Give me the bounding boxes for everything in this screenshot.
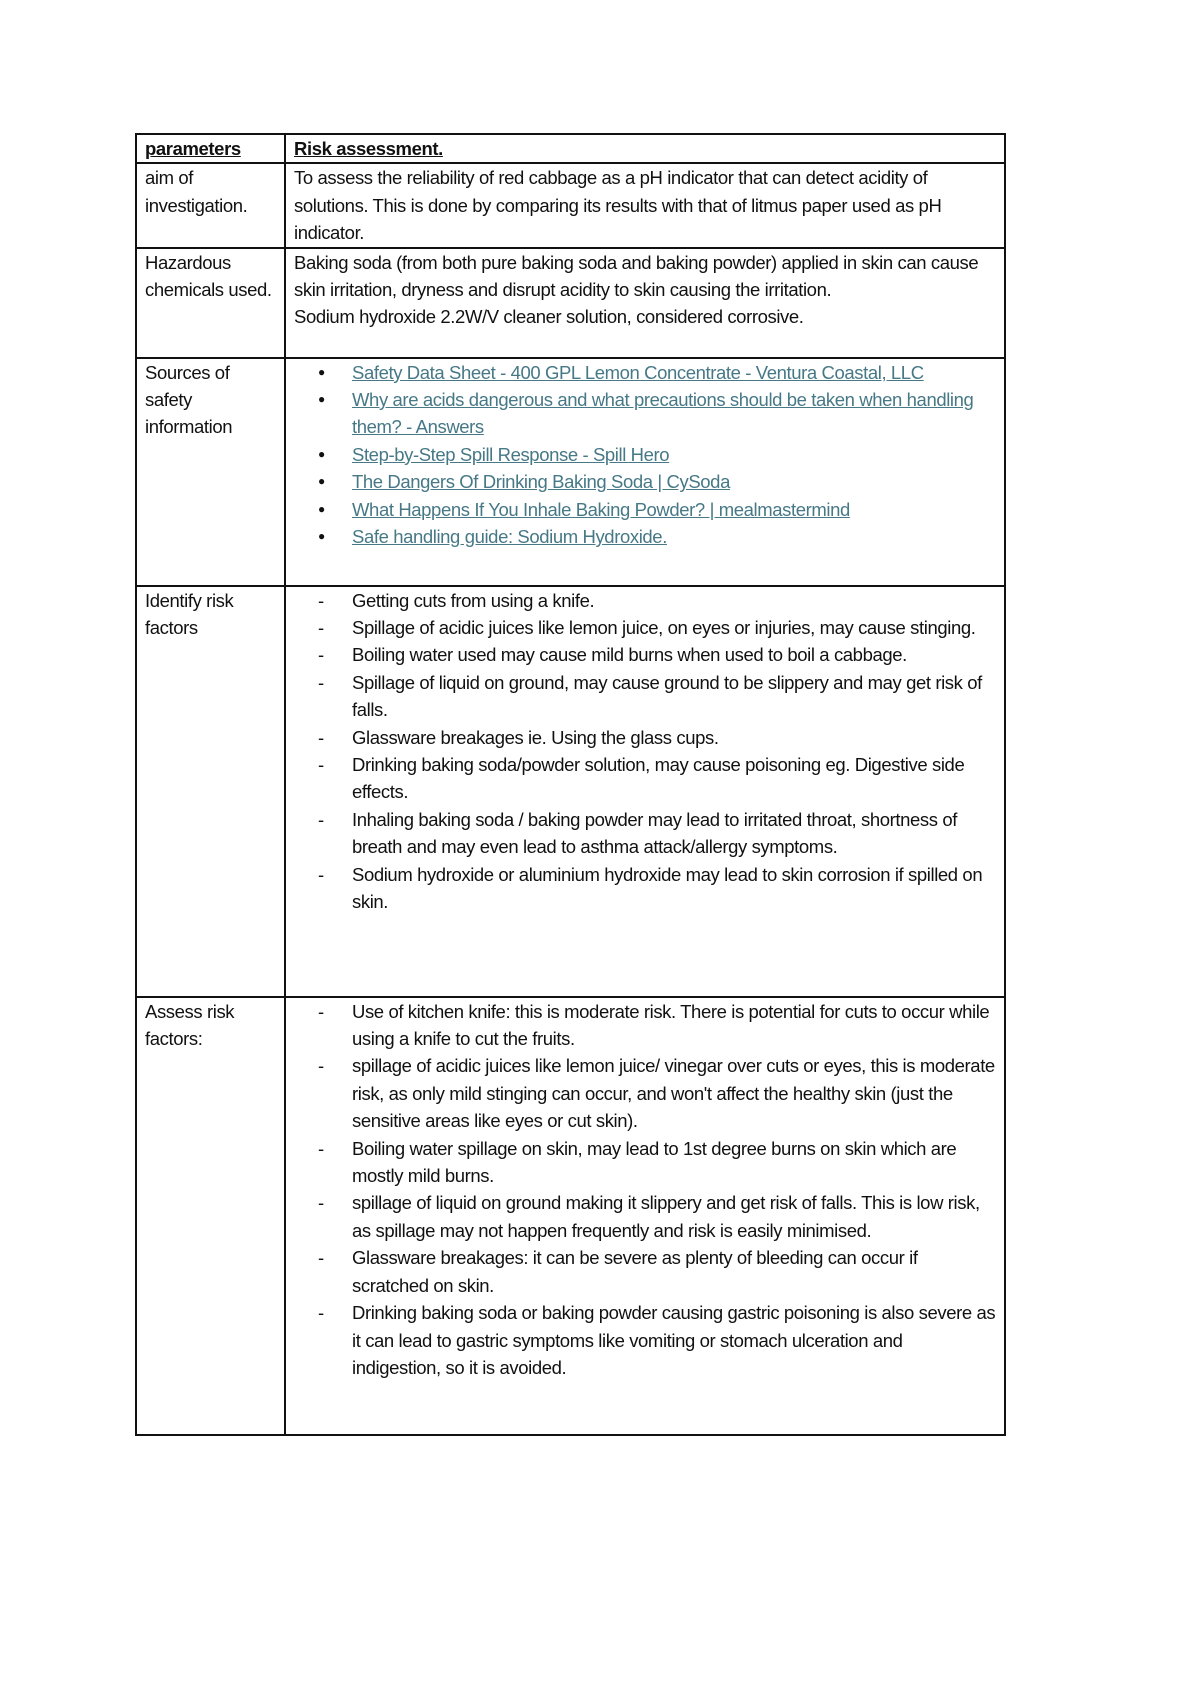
row-content: To assess the reliability of red cabbage as a pH indicator that can detect acidity of solutions. This is done by comparing its results with that of litmus paper used as pH indicator. (285, 163, 1005, 247)
list-item: - Getting cuts from using a knife. (352, 587, 996, 614)
list-item: - spillage of acidic juices like lemon juice/ vinegar over cuts or eyes, this is moderate risk, as only mild stinging can occur, and won't affect the healthy skin (just the sensitive areas like eyes or cut skin). (352, 1052, 996, 1134)
sources-list (294, 359, 996, 551)
row-content (285, 586, 1005, 997)
row-hazardous (136, 248, 1005, 358)
risk-assessment-table (135, 133, 1006, 1436)
list-item: - Spillage of acidic juices like lemon juice, on eyes or injuries, may cause stinging. (352, 614, 996, 641)
source-link[interactable]: Safe handling guide: Sodium Hydroxide. (352, 526, 667, 548)
assess-list (294, 998, 996, 1382)
hazard-text: Baking soda (from both pure baking soda and baking powder) applied in skin can cause skin irritation, dryness and disrupt acidity to skin causing the irritation. (294, 251, 979, 301)
source-link[interactable]: Why are acids dangerous and what precautions should be taken when handling them? - Answers (352, 389, 974, 438)
source-link[interactable]: Step-by-Step Spill Response - Spill Hero (352, 443, 670, 465)
list-item (352, 496, 996, 523)
row-aim (136, 163, 1005, 247)
list-item: - Inhaling baking soda / baking powder may lead to irritated throat, shortness of breath and may even lead to asthma attack/allergy symptoms. (352, 806, 996, 861)
row-label: aim of investigation. (136, 163, 285, 247)
row-sources (136, 358, 1005, 586)
list-item (352, 359, 996, 386)
row-label: Hazardous chemicals used. (136, 248, 285, 358)
list-item: - Drinking baking soda/powder solution, may cause poisoning eg. Digestive side effects. (352, 751, 996, 806)
list-item (352, 468, 996, 495)
row-content (285, 248, 1005, 358)
list-item (352, 441, 996, 468)
row-identify (136, 586, 1005, 997)
list-item: - Boiling water spillage on skin, may lead to 1st degree burns on skin which are mostly mild burns. (352, 1135, 996, 1190)
source-link[interactable]: The Dangers Of Drinking Baking Soda | CySoda (352, 471, 730, 493)
list-item: - Glassware breakages: it can be severe as plenty of bleeding can occur if scratched on skin. (352, 1244, 996, 1299)
list-item (352, 386, 996, 441)
list-item: - Drinking baking soda or baking powder causing gastric poisoning is also severe as it can lead to gastric symptoms like vomiting or stomach ulceration and indigestion, so it is avoided. (352, 1299, 996, 1381)
row-label: Assess risk factors: (136, 997, 285, 1435)
identify-list (294, 587, 996, 916)
row-content (285, 997, 1005, 1435)
list-item: - Boiling water used may cause mild burns when used to boil a cabbage. (352, 641, 996, 668)
row-content (285, 358, 1005, 586)
header-risk-assessment: Risk assessment. (285, 134, 1005, 163)
row-assess (136, 997, 1005, 1435)
list-item: - spillage of liquid on ground making it slippery and get risk of falls. This is low risk, as spillage may not happen frequently and risk is easily minimised. (352, 1189, 996, 1244)
list-item: - Sodium hydroxide or aluminium hydroxide may lead to skin corrosion if spilled on skin. (352, 861, 996, 916)
row-label: Sources of safety information (136, 358, 285, 586)
header-row (136, 134, 1005, 163)
source-link[interactable]: Safety Data Sheet - 400 GPL Lemon Concentrate - Ventura Coastal, LLC (352, 361, 924, 383)
list-item: - Spillage of liquid on ground, may cause ground to be slippery and may get risk of falls. (352, 669, 996, 724)
hazard-text: Sodium hydroxide 2.2W/V cleaner solution, considered corrosive. (294, 306, 804, 328)
list-item: - Use of kitchen knife: this is moderate risk. There is potential for cuts to occur while using a knife to cut the fruits. (352, 998, 996, 1053)
source-link[interactable]: What Happens If You Inhale Baking Powder? | mealmastermind (352, 498, 850, 520)
list-item: - Glassware breakages ie. Using the glass cups. (352, 724, 996, 751)
row-label: Identify risk factors (136, 586, 285, 997)
list-item (352, 523, 996, 550)
header-parameters: parameters (136, 134, 285, 163)
